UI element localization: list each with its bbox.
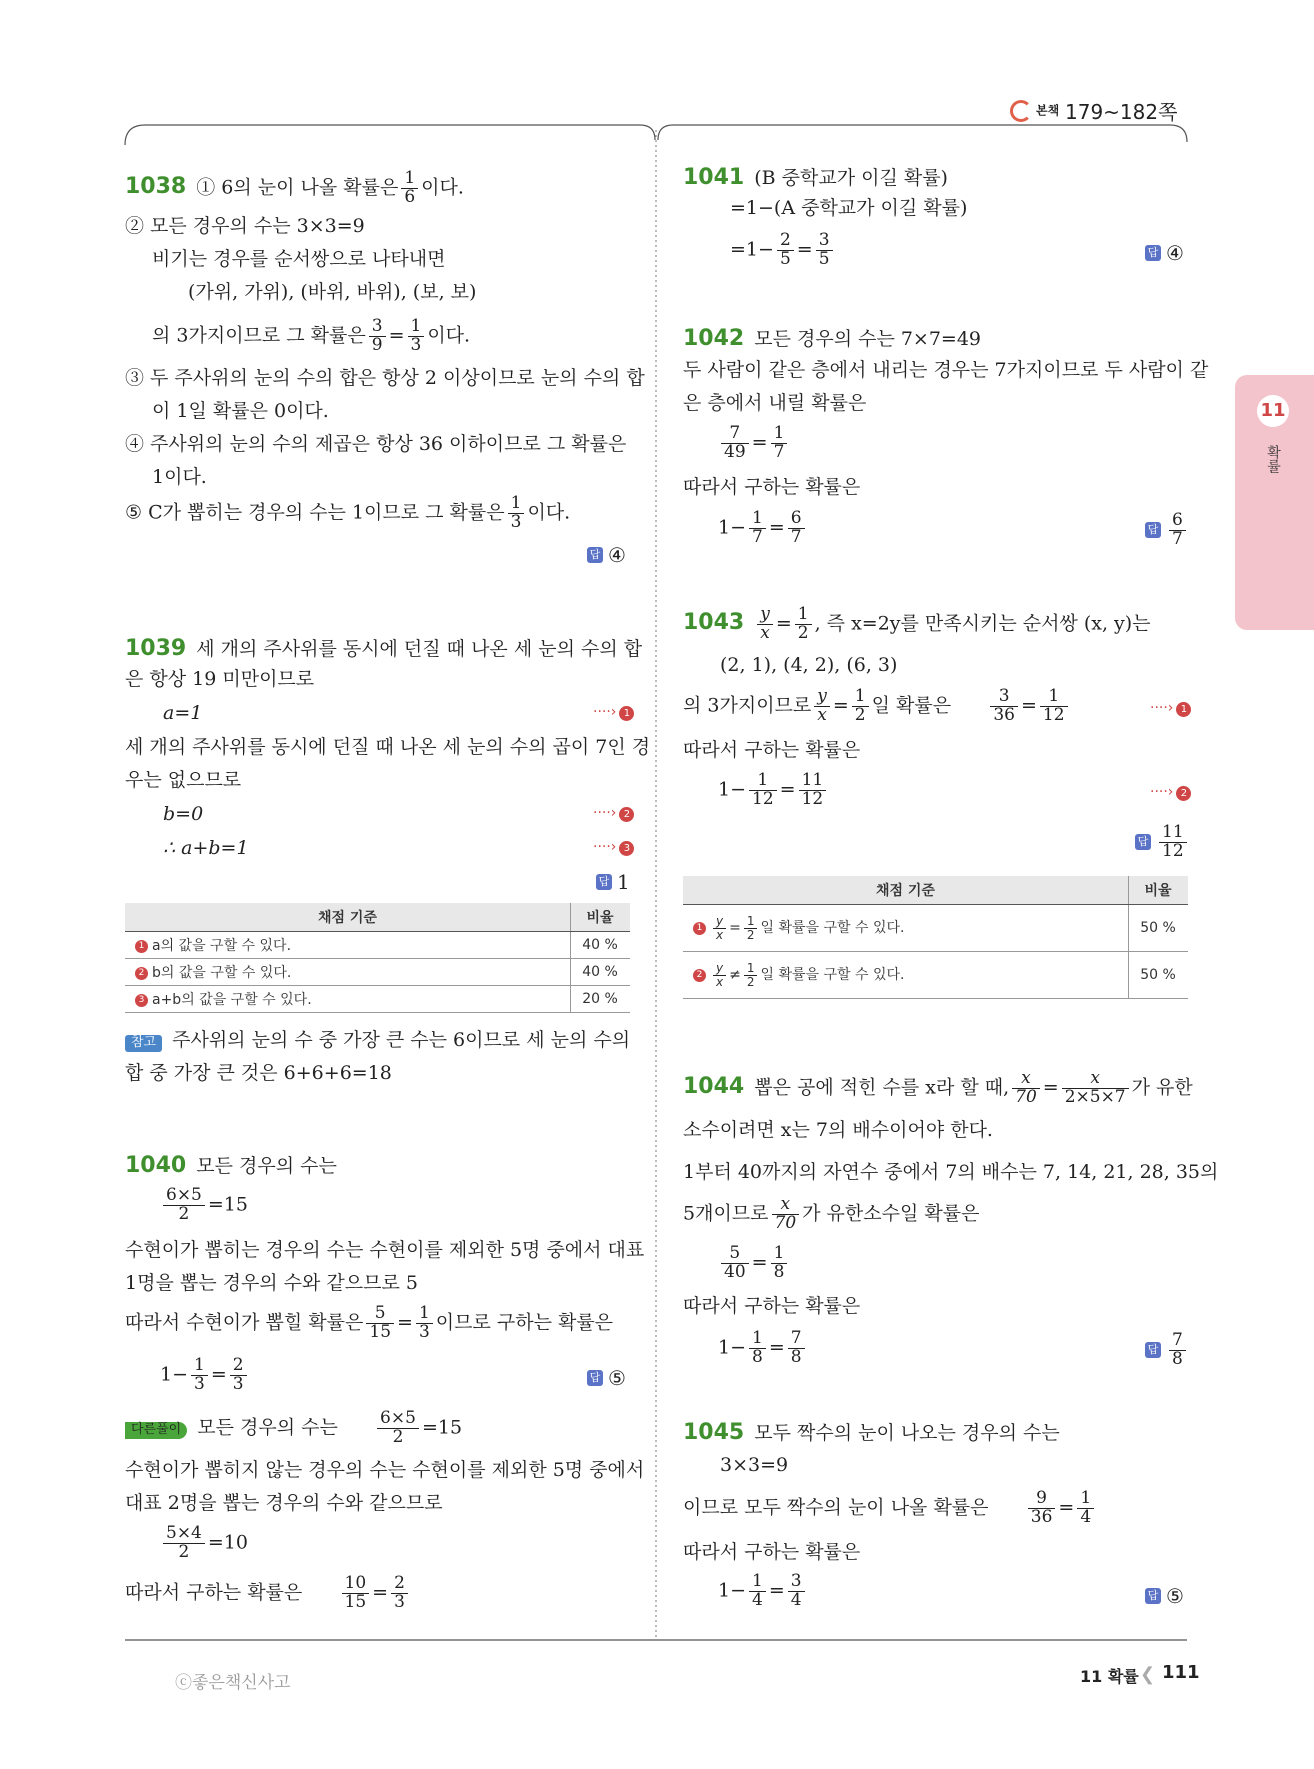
p1040-line5: 따라서 수현이가 뽑힐 확률은 $\frac{5}{15}$ = $\frac{1}{3}$ 이므로 구하는 확률은: [125, 1303, 614, 1342]
fraction: $\frac{1}{3}$: [416, 1305, 433, 1342]
p1038-line9: 1이다.: [152, 466, 207, 488]
p1038-line4: (가위, 가위), (바위, 바위), (보, 보): [188, 281, 477, 303]
text: 세 개의 주사위를 동시에 던질 때 나온 세 눈의 수의 합: [196, 638, 643, 660]
fraction: $\frac{6\times 5}{2}$: [163, 1187, 205, 1224]
p1039-note-line1: [125, 1030, 630, 1052]
step-marker: 1: [693, 922, 706, 935]
table-row: [683, 952, 1188, 999]
note-badge: 참고: [125, 1035, 162, 1052]
step-mark-1: ····› 1: [1150, 700, 1191, 717]
fraction: $\frac{2}{3}$: [230, 1357, 247, 1394]
p1039-line2: 은 항상 19 미만이므로: [125, 668, 315, 690]
p1042-line2: 두 사람이 같은 층에서 내리는 경우는 7가지이므로 두 사람이 같: [683, 359, 1209, 381]
fraction: $\frac{9}{36}$: [1028, 1490, 1056, 1527]
chapter-tab-number: 11: [1257, 395, 1289, 427]
table-row: [683, 905, 1188, 952]
p1045-line1: [683, 1420, 1060, 1445]
table-row: [125, 932, 630, 959]
text: =1−: [730, 238, 774, 261]
text: 1−: [718, 778, 747, 801]
p1042-line5: 따라서 구하는 확률은: [683, 476, 861, 498]
table-header: 채점 기준: [683, 876, 1129, 905]
fraction: $\frac{y}{x}$: [713, 915, 726, 941]
p1040-line2: [160, 1187, 248, 1224]
fraction: $\frac{y}{x}$: [713, 962, 726, 988]
answer-icon: 답: [1145, 245, 1161, 261]
text: , 즉 x=2y를 만족시키는 순서쌍 (x, y)는: [814, 612, 1151, 635]
text: 뽑은 공에 적힌 수를 x라 할 때,: [754, 1076, 1010, 1099]
fraction: $\frac{x}{2\times 5\times 7}$: [1062, 1070, 1129, 1107]
fraction: $\frac{1}{2}$: [744, 962, 758, 988]
fraction: $\frac{1}{7}$: [771, 425, 788, 462]
fraction: $\frac{y}{x}$: [814, 688, 830, 725]
fraction: $\frac{1}{4}$: [749, 1573, 766, 1610]
text: 주사위의 눈의 수 중 가장 큰 수는 6이므로 세 눈의 수의: [172, 1029, 631, 1051]
p1038-line6: ③ 두 주사위의 눈의 수의 합은 항상 2 이상이므로 눈의 수의 합: [125, 367, 645, 389]
fraction: $\frac{1}{8}$: [749, 1330, 766, 1367]
fraction: $\frac{1}{4}$: [1077, 1490, 1094, 1527]
p1039-line1: [125, 636, 642, 661]
problem-number-1044: 1044: [683, 1074, 745, 1100]
p1041-answer: [1145, 241, 1184, 265]
table-row: [125, 986, 630, 1013]
answer-value: ⑤: [608, 1366, 626, 1390]
fraction: $\frac{5\times 4}{2}$: [163, 1525, 205, 1562]
fraction: $\frac{1}{2}$: [795, 606, 812, 643]
fraction: $\frac{2}{5}$: [777, 232, 794, 269]
fraction: $\frac{1}{6}$: [401, 170, 418, 207]
step-marker: 1: [135, 940, 148, 953]
text: 이다.: [421, 176, 464, 199]
p1038-line2: ② 모든 경우의 수는 3×3=9: [125, 215, 365, 237]
p1039-line6: b=0: [163, 803, 204, 825]
table-row: [125, 959, 630, 986]
answer-value: 1: [617, 870, 630, 894]
text: 일 확률은: [871, 694, 952, 717]
fraction: $\frac{1}{2}$: [852, 688, 869, 725]
p1043-line3: 의 3가지이므로 $\frac{y}{x}$ = $\frac{1}{2}$ 일 확률은 $\frac{3}{36}$ = $\frac{1}{12}$: [683, 688, 1071, 725]
p1044-line5: $\frac{5}{40}$ = $\frac{1}{8}$: [718, 1245, 790, 1282]
fraction: $\frac{3}{9}$: [369, 318, 386, 355]
footer-page-number: 111: [1162, 1662, 1200, 1683]
p1042-line3: 은 층에서 내릴 확률은: [683, 392, 867, 414]
step-marker: 2: [135, 967, 148, 980]
fraction: $\frac{3}{4}$: [788, 1573, 805, 1610]
fraction: $\frac{3}{5}$: [816, 232, 833, 269]
table-header: 채점 기준: [125, 903, 571, 932]
text: 1−: [718, 1579, 747, 1602]
p1039-answer: [596, 870, 630, 894]
header-pages: 179~182쪽: [1065, 100, 1178, 124]
text: ⑤ C가 뽑히는 경우의 수는 1이므로 그 확률은: [125, 501, 505, 524]
text: 1−: [160, 1363, 189, 1386]
answer-icon: 답: [587, 1370, 603, 1386]
fraction: $\frac{5}{40}$: [721, 1245, 749, 1282]
cell: 40 %: [571, 959, 631, 986]
p1043-answer: [1135, 824, 1190, 861]
p1045-line3: 이므로 모두 짝수의 눈이 나올 확률은 $\frac{9}{36}$ = $\frac{1}{4}$: [683, 1490, 1097, 1527]
answer-icon: 답: [1135, 834, 1151, 850]
p1040-answer: [587, 1366, 626, 1390]
text: 따라서 수현이가 뽑힐 확률은: [125, 1311, 364, 1334]
text: 모든 경우의 수는 7×7=49: [754, 328, 982, 350]
step-mark-2: ····› 2: [593, 805, 634, 822]
p1040-line4: 1명을 뽑는 경우의 수와 같으므로 5: [125, 1272, 418, 1294]
grading-table-1043: [683, 876, 1188, 999]
answer-fraction: $\frac{7}{8}$: [1169, 1332, 1186, 1369]
p1039-line3: a=1: [163, 702, 203, 724]
p1038-line5: 의 3가지이므로 그 확률은 $\frac{3}{9}$ = $\frac{1}{3}$ 이다.: [152, 316, 471, 355]
text: 의 3가지이므로 그 확률은: [152, 324, 366, 347]
problem-number-1045: 1045: [683, 1420, 745, 1445]
step-mark-2: ····› 2: [1150, 784, 1191, 801]
chapter-tab[interactable]: [1235, 375, 1314, 630]
fraction: $\frac{1}{2}$: [744, 915, 758, 941]
header-book-label: 본책: [1010, 100, 1059, 122]
fraction: $\frac{7}{8}$: [788, 1330, 805, 1367]
p1039-note-line2: 합 중 가장 큰 것은 6+6+6=18: [125, 1062, 392, 1084]
p1039-line7: ∴ a+b=1: [163, 837, 249, 859]
answer-icon: 답: [587, 547, 603, 563]
p1043-line2: (2, 1), (4, 2), (6, 3): [720, 654, 898, 676]
p1043-line1: 1043 $\frac{y}{x}$ = $\frac{1}{2}$ , 즉 x=2y를 만족시키는 순서쌍 (x, y)는: [683, 604, 1151, 643]
cell: 40 %: [571, 932, 631, 959]
p1045-line5: 1− $\frac{1}{4}$ = $\frac{3}{4}$: [718, 1573, 808, 1610]
chevron-left-icon: ❮: [1140, 1664, 1156, 1685]
text: 1−: [718, 1336, 747, 1359]
relation: =: [729, 920, 741, 936]
p1044-line7: 1− $\frac{1}{8}$ = $\frac{7}{8}$: [718, 1330, 808, 1367]
p1038-answer: [587, 543, 626, 567]
grading-table-1039: [125, 903, 630, 1013]
p1039-line4: 세 개의 주사위를 동시에 던질 때 나온 세 눈의 수의 곱이 7인 경: [125, 736, 651, 758]
fraction: $\frac{1}{7}$: [749, 510, 766, 547]
fraction: $\frac{5}{15}$: [366, 1305, 394, 1342]
p1042-line1: [683, 326, 981, 351]
cell: 50 %: [1129, 952, 1189, 999]
text: 모든 경우의 수는: [197, 1416, 338, 1439]
fraction: $\frac{x}{70}$: [1012, 1070, 1040, 1107]
p1040-line1: [125, 1153, 337, 1178]
footer-copyright: ⓒ좋은책신사고: [175, 1673, 291, 1693]
cell: a의 값을 구할 수 있다.: [152, 938, 292, 954]
text: =10: [207, 1531, 248, 1554]
fraction: $\frac{2}{3}$: [391, 1575, 408, 1612]
fraction: $\frac{y}{x}$: [757, 606, 773, 643]
text: =15: [421, 1416, 463, 1439]
fraction: $\frac{11}{12}$: [799, 772, 827, 809]
p1043-line4: 따라서 구하는 확률은: [683, 739, 861, 761]
p1042-answer: [1145, 512, 1189, 549]
p1040-alt-line5: 따라서 구하는 확률은 $\frac{10}{15}$ = $\frac{2}{3}$: [125, 1575, 411, 1612]
p1040-alt-line4: [160, 1525, 248, 1562]
text: 5개이므로: [683, 1202, 769, 1225]
answer-fraction: $\frac{11}{12}$: [1159, 824, 1187, 861]
answer-icon: 답: [596, 874, 612, 890]
p1040-alt-line1: [125, 1410, 462, 1447]
relation: ≠: [729, 967, 741, 983]
p1041-line2: =1−(A 중학교가 이길 확률): [730, 197, 968, 219]
problem-number-1040: 1040: [125, 1153, 187, 1178]
text: (B 중학교가 이길 확률): [754, 167, 948, 189]
p1040-line3: 수현이가 뽑히는 경우의 수는 수현이를 제외한 5명 중에서 대표: [125, 1239, 645, 1261]
p1045-answer: [1145, 1584, 1184, 1608]
step-mark-3: ····› 3: [593, 839, 634, 856]
p1044-line4: [683, 1196, 979, 1233]
p1044-answer: [1145, 1332, 1189, 1369]
answer-value: ④: [1166, 241, 1184, 265]
p1045-line4: 따라서 구하는 확률은: [683, 1541, 861, 1563]
p1040-line6: 1− $\frac{1}{3}$ = $\frac{2}{3}$: [160, 1357, 250, 1394]
answer-icon: 답: [1145, 1588, 1161, 1604]
fraction: $\frac{1}{12}$: [1040, 688, 1068, 725]
fraction: $\frac{1}{3}$: [191, 1357, 208, 1394]
text: 이므로 구하는 확률은: [435, 1311, 614, 1334]
p1038-line8: ④ 주사위의 눈의 수의 제곱은 항상 36 이하이므로 그 확률은: [125, 433, 627, 455]
text: 이다.: [427, 324, 471, 347]
cell: 20 %: [571, 986, 631, 1013]
footer-chapter: 11 확률: [1080, 1667, 1139, 1686]
alt-solution-badge: 다른풀이: [125, 1422, 187, 1439]
fraction: $\frac{6}{7}$: [788, 510, 805, 547]
chapter-tab-title: 확률: [1265, 445, 1281, 473]
p1038-line3: 비기는 경우를 순서쌍으로 나타내면: [152, 248, 446, 270]
text: 1−: [718, 516, 747, 539]
fraction: $\frac{1}{12}$: [749, 772, 777, 809]
p1038-line7: 이 1일 확률은 0이다.: [152, 400, 329, 422]
answer-fraction: $\frac{6}{7}$: [1169, 512, 1186, 549]
text: 가 유한: [1131, 1076, 1193, 1099]
p1044-line3: 1부터 40까지의 자연수 중에서 7의 배수는 7, 14, 21, 28, 35의: [683, 1161, 1219, 1183]
p1042-line6: 1− $\frac{1}{7}$ = $\frac{6}{7}$: [718, 510, 808, 547]
p1039-line5: 우는 없으므로: [125, 769, 242, 791]
p1038-line10: [125, 495, 570, 532]
p1044-line1: 1044 뽑은 공에 적힌 수를 x라 할 때, $\frac{x}{70}$ = $\frac{x}{2\times 5\times 7}$ 가 유한: [683, 1068, 1193, 1107]
p1045-line2: 3×3=9: [720, 1454, 789, 1476]
cell: 일 확률을 구할 수 있다.: [760, 967, 905, 983]
cell: 일 확률을 구할 수 있다.: [760, 920, 905, 936]
p1043-line5: 1− $\frac{1}{12}$ = $\frac{11}{12}$: [718, 772, 829, 809]
text: 가 유한소수일 확률은: [802, 1202, 980, 1225]
fraction: $\frac{10}{15}$: [342, 1575, 370, 1612]
text: 이다.: [527, 501, 571, 524]
fraction: $\frac{7}{49}$: [721, 425, 749, 462]
problem-number-1038: 1038: [125, 174, 187, 200]
p1038-line1: [125, 170, 464, 207]
fraction: $\frac{6\times 5}{2}$: [377, 1410, 419, 1447]
answer-value: ④: [608, 543, 626, 567]
text: ① 6의 눈이 나올 확률은: [196, 176, 399, 199]
answer-icon: 답: [1145, 522, 1161, 538]
text: 따라서 구하는 확률은: [125, 1581, 303, 1604]
p1044-line2: 소수이려면 x는 7의 배수이어야 한다.: [683, 1119, 993, 1141]
problem-number-1039: 1039: [125, 636, 187, 661]
p1040-alt-line2: 수현이가 뽑히지 않는 경우의 수는 수현이를 제외한 5명 중에서: [125, 1459, 645, 1481]
fraction: $\frac{1}{3}$: [508, 495, 525, 532]
text: 이므로 모두 짝수의 눈이 나올 확률은: [683, 1496, 989, 1519]
fraction: $\frac{1}{3}$: [408, 318, 425, 355]
p1044-line6: 따라서 구하는 확률은: [683, 1295, 861, 1317]
step-marker: 3: [135, 994, 148, 1007]
cell: a+b의 값을 구할 수 있다.: [152, 992, 312, 1008]
fraction: $\frac{x}{70}$: [772, 1196, 800, 1233]
step-marker: 2: [693, 969, 706, 982]
text: =15: [207, 1193, 248, 1216]
answer-icon: 답: [1145, 1342, 1161, 1358]
table-header: 비율: [1129, 876, 1189, 905]
fraction: $\frac{3}{36}$: [990, 688, 1018, 725]
text: 모두 짝수의 눈이 나오는 경우의 수는: [754, 1422, 1060, 1444]
step-mark-1: ····› 1: [593, 704, 634, 721]
cell: 50 %: [1129, 905, 1189, 952]
problem-number-1043: 1043: [683, 610, 745, 636]
p1041-line1: [683, 165, 948, 190]
table-header: 비율: [571, 903, 631, 932]
answer-value: ⑤: [1166, 1584, 1184, 1608]
p1040-alt-line3: 대표 2명을 뽑는 경우의 수와 같으므로: [125, 1492, 443, 1514]
problem-number-1042: 1042: [683, 326, 745, 351]
cell: b의 값을 구할 수 있다.: [152, 965, 292, 981]
p1042-line4: $\frac{7}{49}$ = $\frac{1}{7}$: [718, 425, 790, 462]
text: 모든 경우의 수는: [196, 1155, 337, 1177]
problem-number-1041: 1041: [683, 165, 745, 190]
fraction: $\frac{1}{8}$: [771, 1245, 788, 1282]
p1041-line3: =1− $\frac{2}{5}$ = $\frac{3}{5}$: [730, 232, 836, 269]
text: 의 3가지이므로: [683, 694, 812, 717]
